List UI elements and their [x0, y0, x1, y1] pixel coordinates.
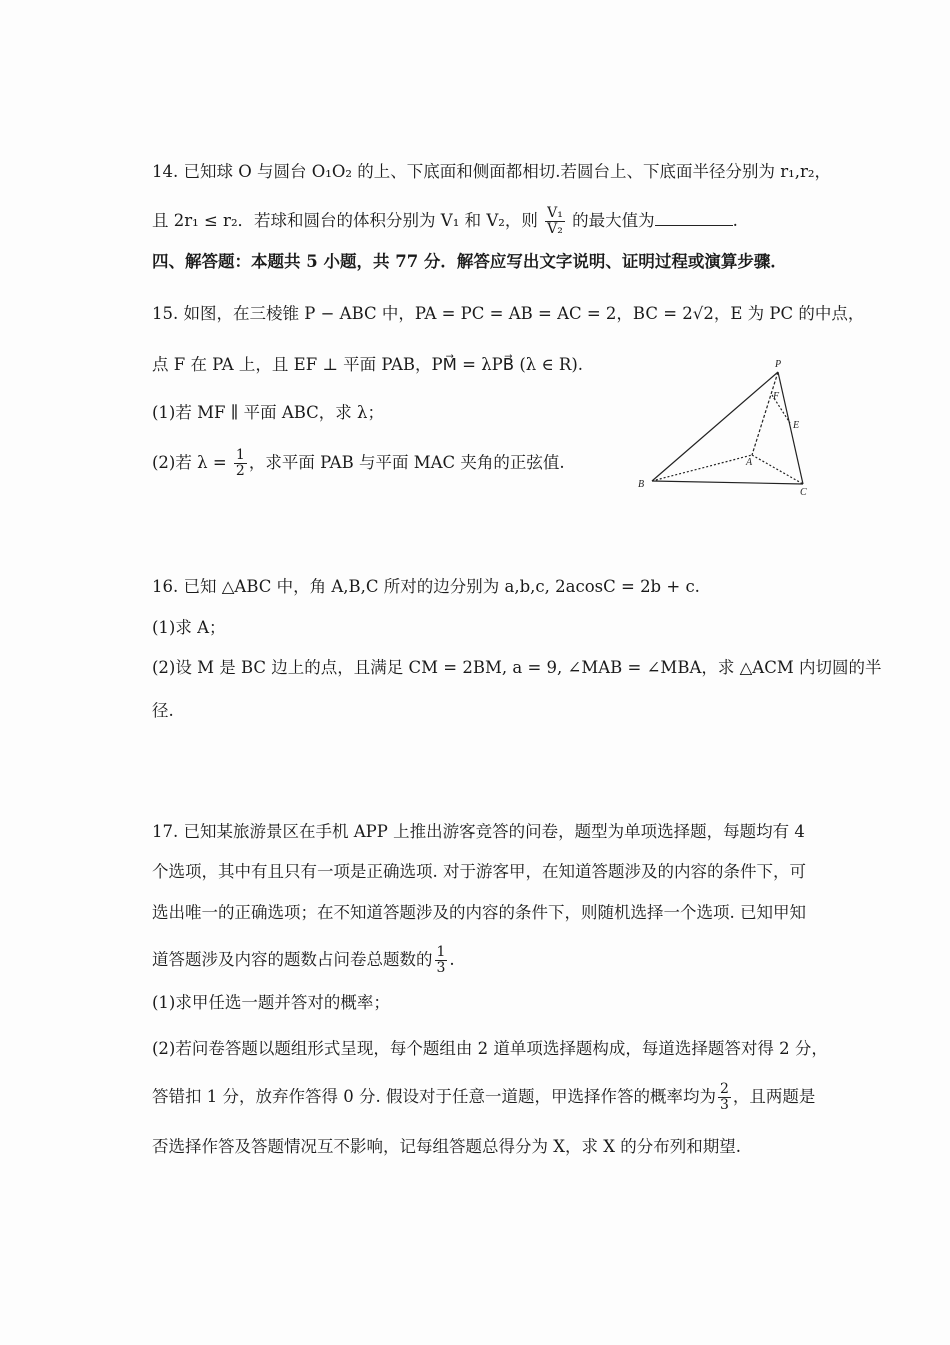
q15-line1: 15. 如图，在三棱锥 P − ABC 中，PA = PC = AB = AC = 2，BC = 2√2，E 为 PC 的中点， — [152, 304, 865, 323]
q16-part2: (2)设 M 是 BC 边上的点，且满足 CM = 2BM, a = 9, ∠MAB = ∠MBA，求 △ACM 内切圆的半 — [152, 658, 882, 677]
q15-part2 — [152, 448, 565, 479]
q17-line4 — [152, 945, 455, 976]
label-E: E — [793, 420, 800, 431]
fraction-one-half — [234, 448, 247, 479]
fraction-numerator: 1 — [436, 944, 446, 960]
answer-blank[interactable] — [655, 211, 733, 226]
fraction-numerator: V₁ — [547, 205, 563, 221]
q17-line1: 17. 已知某旅游景区在手机 APP 上推出游客竞答的问卷，题型为单项选择题，每题均有 4 — [152, 822, 805, 841]
q17-line2: 个选项，其中有且只有一项是正确选项. 对于游客甲，在知道答题涉及的内容的条件下，可 — [152, 862, 806, 881]
q16-part2-cont: 径. — [152, 701, 174, 720]
fraction-denominator: 3 — [436, 960, 446, 976]
label-A: A — [746, 457, 753, 468]
fraction-denominator: 3 — [719, 1097, 729, 1113]
fraction-one-third — [435, 945, 448, 976]
q17-part2-b: ，且两题是 — [732, 1087, 816, 1106]
q16-part1: (1)求 A； — [152, 618, 226, 637]
q14-line1: 14. 已知球 O 与圆台 O₁O₂ 的上、下底面和侧面都相切.若圆台上、下底面半径分别为 r₁,r₂， — [152, 162, 832, 181]
pyramid-figure — [630, 355, 820, 500]
q14-text-b: 的最大值为 — [572, 211, 655, 230]
q15-part1: (1)若 MF ∥ 平面 ABC，求 λ； — [152, 403, 384, 422]
q15-part2-a: (2)若 λ = — [152, 453, 227, 472]
q17-part2-a: 答错扣 1 分，放弃作答得 0 分. 假设对于任意一道题，甲选择作答的概率均为 — [152, 1087, 716, 1106]
edge-PA — [752, 372, 778, 455]
section-heading: 四、解答题：本题共 5 小题，共 77 分．解答应写出文字说明、证明过程或演算步骤． — [152, 252, 787, 271]
q16-line1: 16. 已知 △ABC 中，角 A,B,C 所对的边分别为 a,b,c, 2acosC = 2b + c. — [152, 577, 700, 596]
q15-part2-b: ，求平面 PAB 与平面 MAC 夹角的正弦值. — [248, 453, 565, 472]
q17-line4-a: 道答题涉及内容的题数占问卷总题数的 — [152, 950, 433, 969]
edge-BC — [652, 481, 803, 484]
q14-period: . — [732, 211, 738, 230]
fraction-denominator: V₂ — [547, 221, 563, 237]
edge-PC — [778, 372, 803, 484]
fraction-numerator: 2 — [719, 1081, 729, 1097]
fraction-v1-v2 — [545, 206, 565, 237]
fraction-numerator: 1 — [235, 447, 245, 463]
label-C: C — [800, 487, 807, 498]
q17-line3: 选出唯一的正确选项；在不知道答题涉及的内容的条件下，则随机选择一个选项. 已知甲知 — [152, 903, 806, 922]
q17-part2-line2 — [152, 1082, 815, 1113]
q17-line4-b: . — [449, 950, 455, 969]
edge-AC — [752, 455, 803, 484]
label-P: P — [775, 359, 782, 370]
label-B: B — [638, 479, 645, 490]
q14-text-a: 且 2r₁ ≤ r₂．若球和圆台的体积分别为 V₁ 和 V₂，则 — [152, 211, 538, 230]
label-F: F — [773, 391, 780, 402]
q15-line2: 点 F 在 PA 上，且 EF ⊥ 平面 PAB，PM⃗ = λPB⃗ (λ ∈ R). — [152, 355, 584, 374]
q14-line2 — [152, 206, 738, 237]
fraction-denominator: 2 — [235, 463, 245, 479]
q17-part2-line1: (2)若问卷答题以题组形式呈现，每个题组由 2 道单项选择题构成，每道选择题答对得 2 分， — [152, 1039, 828, 1058]
q17-part1: (1)求甲任选一题并答对的概率； — [152, 993, 390, 1012]
q17-part2-line3: 否选择作答及答题情况互不影响，记每组答题总得分为 X，求 X 的分布列和期望. — [152, 1137, 741, 1156]
fraction-two-thirds — [718, 1082, 731, 1113]
